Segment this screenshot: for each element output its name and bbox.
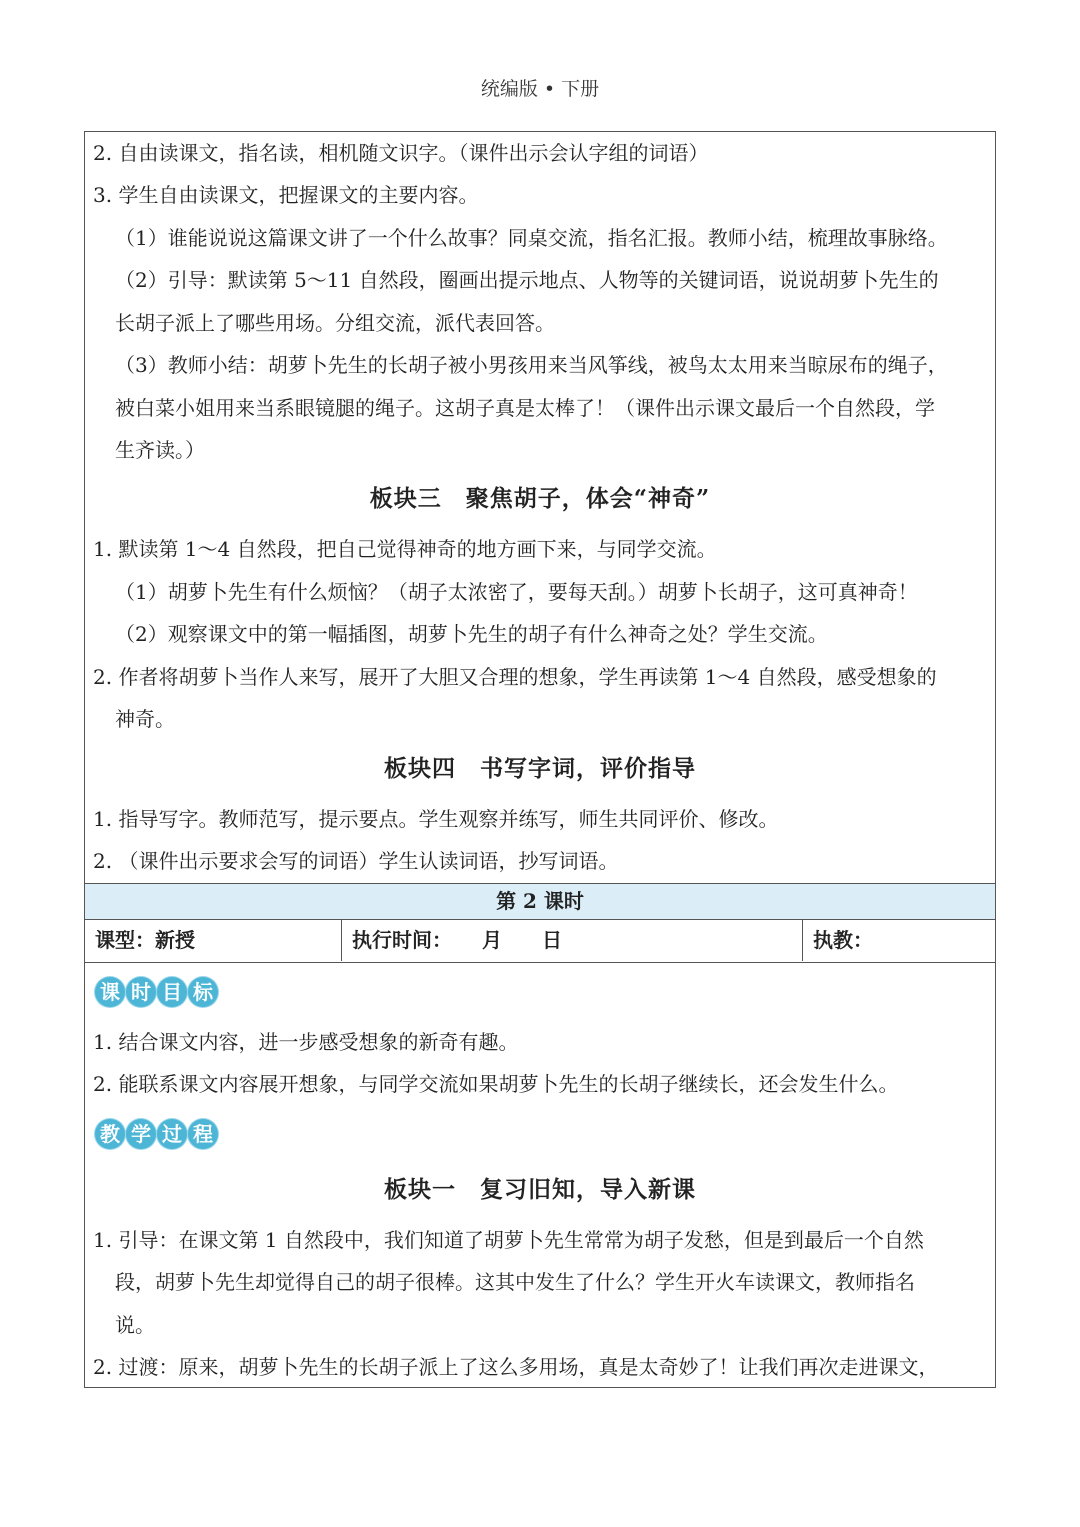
text-line: 1. 默读第 1～4 自然段，把自己觉得神奇的地方画下来，与同学交流。 xyxy=(93,537,717,561)
badge-char: 教 xyxy=(95,1119,125,1149)
badge-char: 标 xyxy=(188,977,218,1007)
text-line: 段，胡萝卜先生却觉得自己的胡子很棒。这其中发生了什么？学生开火车读课文，教师指名 xyxy=(115,1270,915,1294)
text-line: （1）谁能说说这篇课文讲了一个什么故事？同桌交流，指名汇报。教师小结，梳理故事脉络。 xyxy=(115,226,948,250)
goal-line: 1. 结合课文内容，进一步感受想象的新奇有趣。 xyxy=(93,1030,519,1054)
text-line: 生齐读。） xyxy=(115,438,205,462)
badge-char: 程 xyxy=(188,1119,218,1149)
block1-heading: 板块一 复习旧知，导入新课 xyxy=(384,1176,696,1203)
text-line: 2. 过渡：原来，胡萝卜先生的长胡子派上了这么多用场，真是太奇妙了！让我们再次走进课文， xyxy=(93,1355,939,1379)
block3-heading: 板块三 聚焦胡子，体会“神奇” xyxy=(369,485,711,512)
text-line: 神奇。 xyxy=(115,707,175,731)
text-line: 2. 作者将胡萝卜当作人来写，展开了大胆又合理的想象，学生再读第 1～4 自然段，感受想象的 xyxy=(93,665,937,689)
page-header: 统编版 • 下册 xyxy=(480,78,600,100)
lesson-info-row xyxy=(85,920,995,963)
badge-char: 目 xyxy=(157,977,187,1007)
lesson-teacher-cell: 执教： xyxy=(813,928,873,952)
badge-char: 时 xyxy=(126,977,156,1007)
block4-heading: 板块四 书写字词，评价指导 xyxy=(384,755,696,782)
goal-line: 2. 能联系课文内容展开想象，与同学交流如果胡萝卜先生的长胡子继续长，还会发生什么。 xyxy=(93,1072,899,1096)
text-line: 长胡子派上了哪些用场。分组交流，派代表回答。 xyxy=(115,311,555,335)
text-line: 说。 xyxy=(115,1313,155,1337)
badge-char: 过 xyxy=(157,1119,187,1149)
lesson-number-bar: 第 2 课时 xyxy=(85,883,995,920)
text-line: 3. 学生自由读课文，把握课文的主要内容。 xyxy=(93,183,479,207)
lesson-plan-table xyxy=(84,131,996,1388)
lesson-time-cell: 执行时间： 月 日 xyxy=(342,920,803,961)
lesson-goals-badge xyxy=(95,977,218,1007)
text-line: （2）观察课文中的第一幅插图，胡萝卜先生的胡子有什么神奇之处？学生交流。 xyxy=(115,622,828,646)
text-line: （1）胡萝卜先生有什么烦恼？（胡子太浓密了，要每天刮。）胡萝卜长胡子，这可真神奇！ xyxy=(115,580,918,604)
lesson-type-cell: 课型：新授 xyxy=(85,920,342,961)
text-line: （3）教师小结：胡萝卜先生的长胡子被小男孩用来当风筝线，被鸟太太用来当晾尿布的绳子， xyxy=(115,353,948,377)
badge-char: 学 xyxy=(126,1119,156,1149)
teaching-process-badge xyxy=(95,1119,218,1149)
text-line: （2）引导：默读第 5～11 自然段，圈画出提示地点、人物等的关键词语，说说胡萝卜先生的 xyxy=(115,268,939,292)
text-line: 被白菜小姐用来当系眼镜腿的绳子。这胡子真是太棒了！（课件出示课文最后一个自然段，学 xyxy=(115,396,935,420)
text-line: 1. 指导写字。教师范写，提示要点。学生观察并练写，师生共同评价、修改。 xyxy=(93,807,779,831)
text-line: 2. 自由读课文，指名读，相机随文识字。（课件出示会认字组的词语） xyxy=(93,141,709,165)
section-previous-content xyxy=(85,132,995,883)
text-line: 2. （课件出示要求会写的词语）学生认读词语，抄写词语。 xyxy=(93,849,619,873)
badge-char: 课 xyxy=(95,977,125,1007)
text-line: 1. 引导：在课文第 1 自然段中，我们知道了胡萝卜先生常常为胡子发愁，但是到最后一个自然 xyxy=(93,1228,924,1252)
